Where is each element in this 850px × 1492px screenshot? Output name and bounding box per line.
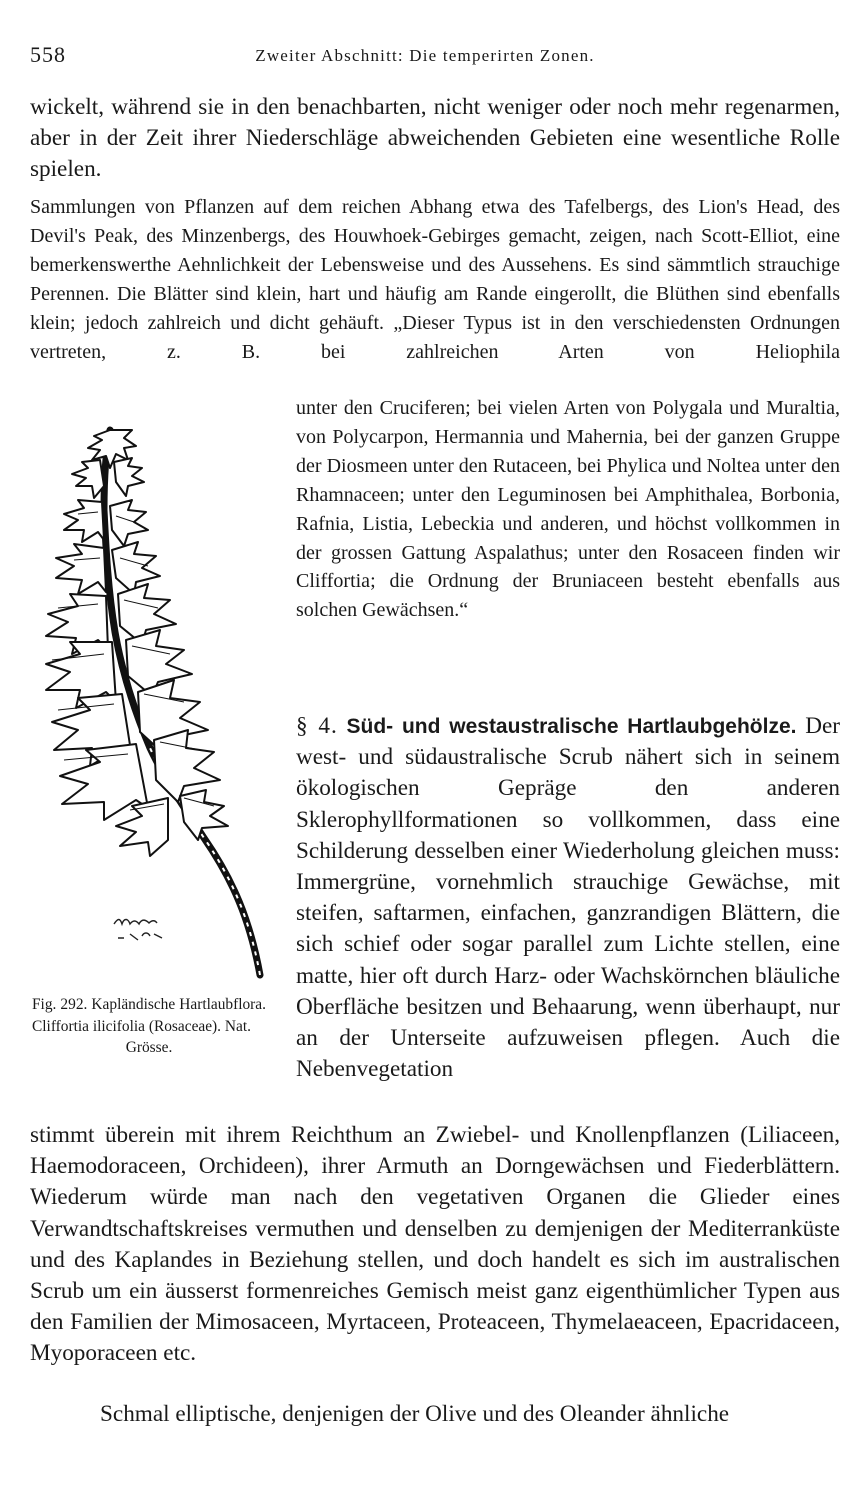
paragraph-leaves: Schmal elliptische, denjenigen der Olive und des Oleander ähnliche <box>100 1401 730 1427</box>
page-header <box>30 42 820 72</box>
section-text: Der west- und südaustralische Scrub nähert sich in seinem ökologischen Gepräge den anderen Sklerophyllformationen so vollkommen, dass eine Schilderung desselben einer Wiederholung gleichen muss: Immergrüne, vornehmlich strauchige Gewächse, mit steifen, saftarmen, einfachen, ganzrandigen Blättern, die sich schief oder sogar parallel zum Lichte stellen, eine matte, hier oft durch Harz- oder Wachskörnchen bläuliche Oberfläche besitzen und Behaarung, wenn überhaupt, nur an der Unterseite aufzuweisen pflegen. Auch die Nebenvegetation <box>296 713 841 1083</box>
running-title: Zweiter Abschnitt: Die temperirten Zonen. <box>255 46 595 65</box>
section-heading: Süd- und westaustralische Hartlaubgehölze. <box>346 715 797 738</box>
section-4-paragraph <box>296 711 840 1085</box>
paragraph-undergrowth: stimmt überein mit ihrem Reichthum an Zwiebel- und Knollenpflanzen (Liliaceen, Haemodoraceen, Orchideen), ihrer Armuth an Dorngewächsen und Fiederblättern. Wiederum würde man nach den vegetativen Organen die Glieder eines Verwandtschaftskreises vermuthen und denselben zu demjenigen der Mediterranküste und des Kaplandes in Beziehung stellen, und doch handelt es sich im australischen Scrub um ein äusserst formenreiches Gemisch meist ganz eigenthümlicher Typen aus den Familien der Mimosaceen, Myrtaceen, Proteaceen, Thymelaeaceen, Epacridaceen, Myoporaceen etc. <box>30 1122 840 1367</box>
page-number: 558 <box>30 42 66 67</box>
section-number: § 4. <box>296 713 338 739</box>
figure-caption <box>32 994 266 1059</box>
paragraph-collections: Sammlungen von Pflanzen auf dem reichen Abhang etwa des Tafelbergs, des Lion's Head, des Devil's Peak, des Minzenbergs, des Houwhoek-Gebirges gemacht, zeigen, nach Scott-Elliot, eine bemerkenswerthe Aehnlichkeit der Lebensweise und des Aussehens. Es sind sämmtlich strauchige Perennen. Die Blätter sind klein, hart und häufig am Rande eingerollt, die Blüthen sind ebenfalls klein; jedoch zahlreich und dicht gehäuft. „Dieser Typus ist in den verschiedensten Ordnungen vertreten, z. B. bei zahlreichen Arten von Heliophila <box>30 196 840 363</box>
figure-caption-end: Grösse. <box>125 1039 173 1056</box>
cliffortia-ilicifolia-drawing <box>18 410 280 990</box>
paragraph-collections-continued: unter den Cruciferen; bei vielen Arten von Polygala und Muraltia, von Polycarpon, Hermannia und Mahernia, bei der ganzen Gruppe der Diosmeen unter den Rutaceen, bei Phylica und Noltea unter den Rhamnaceen; unter den Leguminosen bei Amphithalea, Borbonia, Rafnia, Listia, Lebeckia und anderen, und höchst vollkommen in der grossen Gattung Aspalathus; unter den Rosaceen finden wir Cliffortia; die Ordnung der Bruniaceen besteht ebenfalls aus solchen Gewächsen.“ <box>296 397 840 622</box>
figure-caption-main: Fig. 292. Kapländische Hartlaubflora. Cliffortia ilicifolia (Rosaceae). Nat. <box>32 996 266 1035</box>
figure-292-plant-illustration <box>18 410 280 990</box>
paragraph-continuation: wickelt, während sie in den benachbarten, nicht weniger oder noch mehr regenarmen, aber in der Zeit ihrer Niederschläge abweichenden Gebieten eine wesentliche Rolle spielen. <box>30 94 840 183</box>
